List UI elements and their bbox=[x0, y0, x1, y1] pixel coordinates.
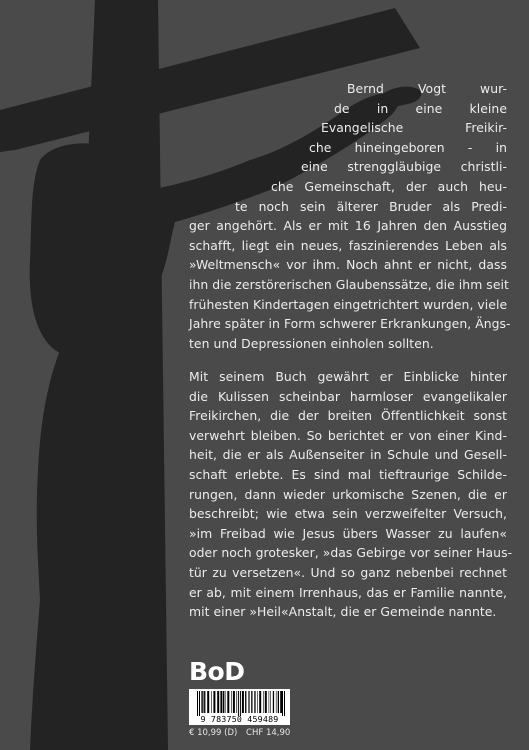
barcode-bar bbox=[257, 691, 258, 713]
barcode-bar bbox=[282, 691, 283, 716]
blurb-line: schaft erlebte. Es sind mal tieftraurige Schilde- bbox=[189, 466, 507, 482]
barcode-bar bbox=[242, 691, 244, 713]
price-eur: € 10,99 (D) bbox=[189, 728, 238, 738]
blurb-line: rungen, dann wieder urkomische Szenen, die er bbox=[189, 486, 507, 502]
blurb-line: heit, die er als Außenseiter in Schule und Gesell- bbox=[189, 447, 507, 463]
barcode-bar bbox=[220, 691, 222, 713]
barcode-bar bbox=[201, 691, 202, 713]
barcode-bar bbox=[284, 691, 285, 716]
barcode-bar bbox=[269, 691, 270, 713]
blurb-line: »im Freibad wie Jesus übers Wasser zu laufen« bbox=[189, 525, 507, 541]
isbn-digits: 9 783750 459489 bbox=[200, 714, 279, 724]
publisher-logo: BoD bbox=[189, 657, 245, 686]
blurb-line: »Weltmensch« vor ihm. Noch ahnt er nicht, dass bbox=[189, 257, 507, 273]
blurb-line: che hineingeboren - in bbox=[309, 139, 507, 155]
barcode-bar bbox=[259, 691, 261, 713]
blurb-line: beschreibt; wie etwa sein verzweifelter Versuch, bbox=[189, 506, 507, 522]
blurb-line: de in eine kleine bbox=[334, 100, 507, 116]
barcode-bar bbox=[227, 691, 229, 713]
blurb-line: ten und Depressionen einholen sollten. bbox=[189, 335, 434, 351]
barcode-bar bbox=[251, 691, 252, 713]
barcode-bar bbox=[263, 691, 264, 713]
blurb-line: ihn die zerstörerischen Glaubenssätze, die ihm seit bbox=[189, 276, 509, 292]
blurb-line: oder noch grotesker, »das Gebirge vor seiner Haus- bbox=[189, 545, 513, 561]
blurb-line: Jahre später in Form schwerer Erkrankungen, Ängs- bbox=[189, 316, 511, 332]
blurb-line: frühesten Kindertagen eingetrichtert wurden, viele bbox=[189, 296, 508, 312]
barcode-bar bbox=[276, 691, 277, 713]
blurb-line: tür zu versetzen«. Und so ganz nebenbei rechnet bbox=[189, 564, 507, 580]
blurb-line: Bernd Vogt wur- bbox=[347, 81, 507, 96]
barcode-bar bbox=[233, 691, 235, 713]
barcode-bar bbox=[217, 691, 219, 713]
barcode-bar bbox=[199, 691, 200, 716]
barcode-bar bbox=[202, 691, 203, 713]
barcode-bar bbox=[273, 691, 274, 713]
blurb-line: ger angehört. Als er mit 16 Jahren den Ausstieg bbox=[189, 218, 507, 234]
barcode-bar bbox=[231, 691, 232, 713]
barcode-bar bbox=[238, 691, 239, 716]
blurb-paragraph-1 bbox=[189, 79, 511, 353]
blurb-line: mit einer »Heil«Anstalt, die er Gemeinde nannte. bbox=[189, 604, 497, 620]
barcode-bar bbox=[213, 691, 215, 713]
blurb-line: verwehrt bleiben. So berichtet er von einer Kind- bbox=[189, 427, 507, 443]
blurb-line: schafft, liegt ein neues, faszinierendes Leben als bbox=[189, 237, 507, 253]
barcode-bar bbox=[270, 691, 271, 713]
blurb-line: Freikirchen, die der breiten Öffentlichkeit sonst bbox=[189, 408, 507, 424]
barcode-bar bbox=[204, 691, 205, 713]
barcode-bar bbox=[225, 691, 226, 713]
blurb-line: er ab, mit einem Irrenhaus, das er Familie nannte, bbox=[189, 584, 507, 600]
price-chf: CHF 14,90 bbox=[246, 728, 291, 738]
blurb-paragraph-2 bbox=[189, 367, 513, 622]
barcode-bar bbox=[278, 691, 279, 713]
price-line bbox=[189, 728, 296, 738]
barcode-bar bbox=[248, 691, 249, 713]
barcode-bar bbox=[197, 691, 198, 716]
blurb-line: che Gemeinschaft, der auch heu- bbox=[271, 178, 507, 194]
barcode-bar bbox=[207, 691, 209, 713]
blurb-line: eine strenggläubige christli- bbox=[301, 159, 507, 175]
barcode-bar bbox=[211, 691, 212, 713]
barcode-bar bbox=[254, 691, 255, 713]
barcode-bar bbox=[265, 691, 267, 713]
barcode-bar bbox=[240, 691, 241, 716]
barcode-bar bbox=[223, 691, 224, 713]
blurb-line: Evangelische Freikir- bbox=[321, 120, 507, 136]
blurb-line: Mit seinem Buch gewährt er Einblicke hinter bbox=[189, 369, 507, 384]
blurb-line: die Kulissen scheinbar harmloser evangelikaler bbox=[189, 388, 507, 404]
barcode-bar bbox=[236, 691, 237, 713]
barcode-bar bbox=[245, 691, 246, 713]
barcode-bars bbox=[189, 690, 290, 716]
barcode-bar bbox=[249, 691, 250, 713]
blurb-line: te noch sein älterer Bruder als Predi- bbox=[235, 198, 507, 214]
isbn-barcode bbox=[189, 689, 290, 725]
barcode-bar bbox=[280, 691, 282, 713]
